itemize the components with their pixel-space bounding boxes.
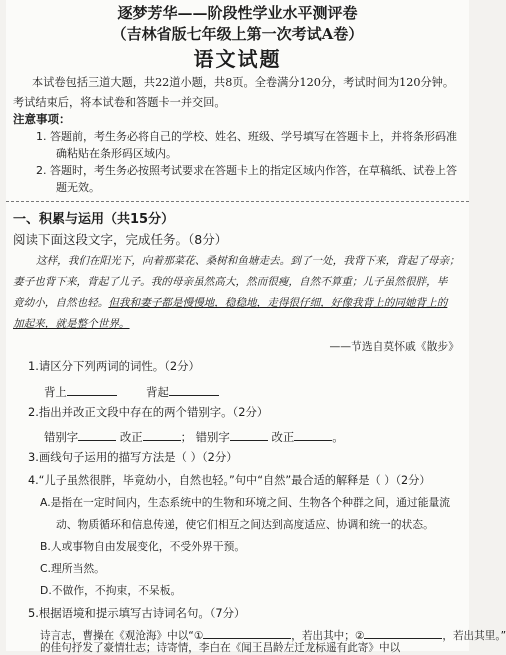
q2-fix-label-2: 改正	[271, 430, 295, 444]
q2-fix-blank-2[interactable]	[294, 428, 332, 441]
q1-answer-a-blank[interactable]	[67, 383, 117, 396]
section-1-heading: 一、积累与运用（共15分）	[13, 212, 175, 227]
q2-fix-blank-1[interactable]	[143, 428, 181, 441]
notes-item-1-line-2: 确粘贴在条形码区域内。	[56, 147, 177, 160]
intro-line-2: 考试结束后，将本试卷和答题卡一并交回。	[13, 96, 226, 109]
exam-page	[6, 0, 506, 654]
question-2: 2.指出并改正文段中存在的两个错别字。（2分）	[28, 405, 269, 419]
notes-heading: 注意事项：	[13, 112, 71, 126]
q2-fix-label-1: 改正	[119, 430, 143, 444]
intro-line-1: 本试卷包括三道大题，共22道小题，共8页。全卷满分120分，考试时间为120分钟。	[32, 76, 455, 89]
q2-wrong-blank-2[interactable]	[230, 428, 268, 441]
question-5-line-1	[40, 626, 506, 643]
passage-line-3	[13, 297, 447, 310]
q2-wrong-blank-1[interactable]	[78, 428, 116, 441]
question-4-option-a-line-2: 动、物质循环和信息传递，使它们相互之间达到高度适应、协调和统一的状态。	[56, 518, 434, 531]
passage-line-3-underlined: 但我和妻子都是慢慢地，稳稳地，走得很仔细，好像我背上的同她背上的	[108, 297, 448, 309]
question-5: 5.根据语境和提示填写古诗词名句。（7分）	[28, 606, 246, 620]
question-4-option-a-line-1: A.是指在一定时间内，生态系统中的生物和环境之间、生物各个种群之间，通过能量流	[40, 496, 451, 509]
exam-title: 逐梦芳华——阶段性学业水平测评卷	[117, 4, 358, 22]
question-1: 1.请区分下列两词的词性。（2分）	[28, 359, 200, 373]
q2-wrong-label-1: 错别字	[44, 430, 79, 444]
divider	[6, 201, 469, 202]
q5-part-b: ，若出其中；②	[291, 630, 365, 642]
passage-line-3-plain: 竟幼小，自然也轻。	[13, 297, 109, 309]
question-4-option-b: B.人或事物自由发展变化，不受外界干预。	[40, 540, 246, 553]
exam-subtitle: （吉林省版七年级上第一次考试A卷）	[111, 25, 364, 43]
question-4-option-c: C.理所当然。	[40, 562, 105, 575]
notes-item-2-line-1: 2. 答题时，考生务必按照考试要求在答题卡上的指定区域内作答，在草稿纸、试卷上答	[36, 164, 457, 177]
q1-answer-b-blank[interactable]	[169, 383, 219, 396]
passage-line-2: 妻子也背下来，背起了儿子。我的母亲虽然高大，然而很瘦，自然不算重；儿子虽然很胖，毕	[13, 276, 448, 288]
question-3: 3.画线句子运用的描写方法是（ ）（2分）	[28, 450, 238, 464]
q2-wrong-label-2: 错别字	[195, 430, 230, 444]
question-4: 4.“儿子虽然很胖，毕竟幼小，自然也轻。”句中“自然”最合适的解释是（ ）（2分）	[28, 474, 431, 487]
notes-item-1-line-1: 1. 答题前，考生务必将自己的学校、姓名、班级、学号填写在答题卡上，并将条形码准	[36, 130, 457, 143]
question-1-answer-row	[44, 383, 219, 400]
q5-part-c: ，若出其里。”	[442, 630, 506, 642]
section-1-instruction: 阅读下面这段文字，完成任务。（8分）	[13, 232, 228, 247]
passage-line-1: 这样，我们在阳光下，向着那菜花、桑树和鱼塘走去。到了一处，我背下来，背起了母亲；	[36, 255, 460, 267]
q1-word-a: 背上	[44, 385, 67, 399]
q5-blank-1[interactable]	[203, 626, 291, 639]
notes-item-2-line-2: 题无效。	[56, 181, 100, 194]
passage-line-4-underlined: 加起来，就是整个世界。	[13, 318, 130, 330]
paper-title: 语文试题	[193, 47, 282, 71]
question-2-answer-row: 错别字 改正 ； 错别字 改正 。	[44, 430, 344, 444]
question-4-option-d: D.不做作，不拘束，不呆板。	[40, 584, 182, 597]
q1-word-b: 背起	[146, 385, 169, 399]
passage-source: ——节选自莫怀戚《散步》	[329, 340, 459, 353]
q5-part-a: 诗言志，曹操在《观沧海》中以“①	[40, 630, 204, 642]
question-5-line-2: 的佳句抒发了豪情壮志；诗寄情，李白在《闻王昌龄左迁龙标遥有此寄》中以	[40, 642, 401, 654]
q5-blank-2[interactable]	[364, 626, 442, 639]
